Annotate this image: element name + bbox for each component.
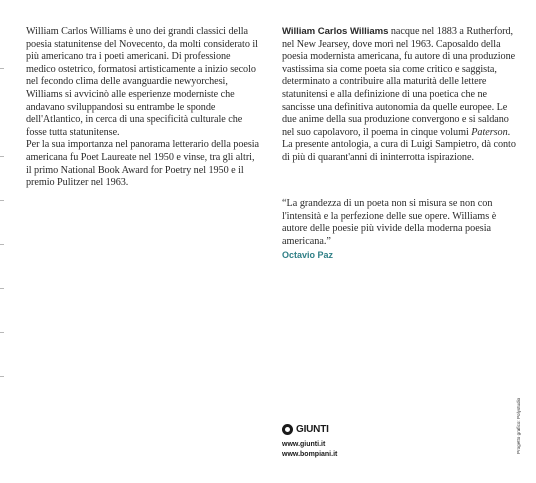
quote-author: Octavio Paz xyxy=(282,250,334,261)
crop-mark xyxy=(0,156,4,157)
crop-mark xyxy=(0,376,4,377)
publisher-websites xyxy=(282,440,337,460)
author-name: William Carlos Williams xyxy=(282,26,389,37)
crop-mark xyxy=(0,332,4,333)
crop-mark xyxy=(0,244,4,245)
giunti-logo-icon xyxy=(282,424,293,435)
website-link[interactable]: www.giunti.it xyxy=(282,441,326,448)
crop-mark xyxy=(0,200,4,201)
crop-mark xyxy=(0,288,4,289)
publisher-name: GIUNTI xyxy=(296,424,329,435)
biography-paragraph xyxy=(282,26,520,165)
intro-paragraph: William Carlos Williams è uno dei grandi classici della poesia statunitense del Novecento, da molti considerato il più americano tra i poeti americani. Di professione medico ostetrico, formatosi artisticamente a inizio secolo nel fecondo clima delle avanguardie newyorchesi, Williams si avvicinò alle esperienze moderniste che andavano sviluppandosi su entrambe le sponde dell'Atlantico, in cerca di una specificità culturale che fosse tutta statunitense. xyxy=(26,26,258,138)
biography-text: nacque nel 1883 a Rutherford, nel New Jearsey, dove morì nel 1963. Caposaldo della poesia modernista americana, fu autore di una produzione vastissima sia come poeta sia come critico e saggista, determinato a contribuire alla maturità delle lettere statunitensi e alla definizione di una poetica che ne sancisse una definitiva autonomia da quelle europee. Le due anime della sua produzione convergono e si saldano nel suo capolavoro, il poema in cinque volumi xyxy=(282,26,516,138)
author-introduction xyxy=(26,26,262,190)
design-credit: Progetto grafico: Polystudio xyxy=(516,397,521,454)
quote-block xyxy=(282,198,518,262)
publisher-mark xyxy=(282,424,329,435)
work-title: Paterson xyxy=(471,126,508,138)
author-biography xyxy=(282,26,520,165)
intro-paragraph: Per la sua importanza nel panorama letterario della poesia americana fu Poet Laureate nel 1950 e vinse, tra gli altri, il primo National Book Award for Poetry nel 1950 e il premio Pulitzer nel 1963. xyxy=(26,139,260,189)
crop-mark xyxy=(0,68,4,69)
quote-text: “La grandezza di un poeta non si misura se non con l'intensità e la perfezione delle sue opere. Williams è autore delle poesie più vivide della moderna poesia americana.” xyxy=(282,198,497,247)
website-link[interactable]: www.bompiani.it xyxy=(282,451,338,458)
biography-text: . La presente antologia, a cura di Luigi Sampietro, dà conto di più di quarant'anni di ininterrotta ispirazione. xyxy=(282,126,516,163)
